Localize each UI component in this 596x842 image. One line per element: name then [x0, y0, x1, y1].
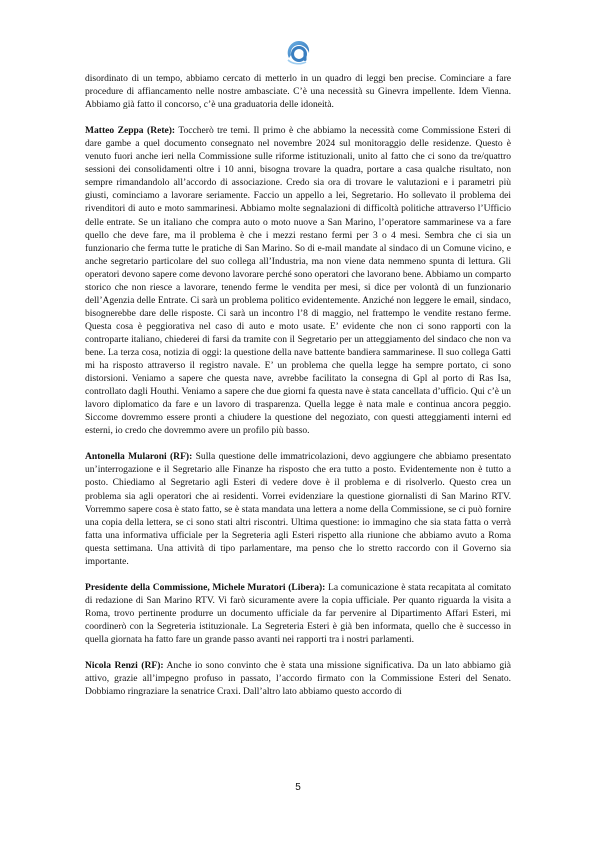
assembly-logo-icon: [284, 38, 312, 66]
paragraph-text: Toccherò tre temi. Il primo è che abbiamo la necessità come Commissione Esteri di dare gambe a quel documento consegnato nel novembre 2024 sul monitoraggio delle residenze. Questo è venuto fuori anche ieri nella Commissione sulle riforme istituzionali, unito al fatto che ci sono da tre/quattro sessioni dei consolidamenti oltre i 10 anni, bisogna trovare la quadra, portare a casa qualche risultato, non sempre rimandandolo all’accordo di associazione. Credo sia ora di trovare le valutazioni e i parametri più giusti, cominciamo a lavorare seriamente. Faccio un appello a lei, Segretario. Ho sollevato il problema dei rivenditori di auto e moto sammarinesi. Abbiamo molte segnalazioni di difficoltà politiche attraverso l’Ufficio delle entrate. Se un italiano che compra auto o moto nuove a San Marino, l’operatore sammarinese va a fare quello che deve fare, ma il problema è che i mezzi restano fermi per 3 o 4 mesi. Sembra che ci sia un funzionario che ferma tutte le pratiche di San Marino. So di e-mail mandate al sindaco di un Comune vicino, e anche segretario particolare del suo collega all’Industria, ma non viene data nemmeno spunta di lettura. Gli operatori devono sapere come devono lavorare perché sono operatori che lavorano bene. Abbiamo un comparto storico che non riesce a lavorare, tenendo ferme le vendita per mesi, si dice per volontà di un funzionario dell’Agenzia delle Entrate. Ci sarà un problema politico evidentemente. Anziché non leggere le email, sindaco, bisognerebbe dare delle risposte. Ci sarà un incontro l’8 di maggio, nel frattempo le vendite restano ferme. Questa cosa è peggiorativa nel caso di auto e moto usate. E’ evidente che non ci sono rapporti con la controparte italiano, chiederei di farsi da tramite con il Segretario per un atteggiamento del sindaco che non va bene. La terza cosa, notizia di oggi: la questione della nave battente bandiera sammarinese. Il suo collega Gatti mi ha risposto attraverso il registro navale. E’ un problema che quella legge ha sempre portato, ci sono distorsioni. Veniamo a sapere che questa nave, avrebbe facilitato la consegna di Gpl al porto di Ras Isa, controllato dagli Houthi. Veniamo a sapere che due giorni fa questa nave è stata cancellata d’ufficio. Qui c’è un lavoro diplomatico da fare e un lavoro di trasparenza. Quella legge è nata male e continua ancora peggio. Siccome dovremmo essere pronti a chiudere la questione del negoziato, con questi atteggiamenti interni ed esterni, io credo che dovremmo avere un profilo più basso.: [85, 125, 512, 437]
speaker-name: Antonella Mularoni (RF):: [85, 451, 193, 463]
paragraph-text: La comunicazione è stata recapitata al comitato di redazione di San Marino RTV. Vi farò sicuramente avere la copia ufficiale. Per quanto riguarda la visita a Roma, trovo pertinente produrre un documento ufficiale da far pervenire al Dipartimento Affari Esteri, mi coordinerò con la Segreteria istituzionale. La Segreteria Esteri è già ben informata, quello che è successo in quella giornata ha fatto fare un grande passo avanti nei rapporti tra i nostri parlamenti.: [85, 581, 512, 646]
paragraph-nicola-renzi: [85, 659, 511, 698]
paragraph-antonella-mularoni: [85, 450, 511, 567]
document-body: [85, 72, 511, 711]
paragraph-text: disordinato di un tempo, abbiamo cercato di metterlo in un quadro di leggi ben precise. Cominciare a fare procedure di affiancamento nelle nostre ambasciate. C’è una necessità su Ginevra impellente. Idem Vienna. Abbiamo già fatto il concorso, c’è una graduatoria delle idoneità.: [85, 73, 511, 111]
speaker-name: Nicola Renzi (RF):: [85, 660, 164, 672]
paragraph-presidente: [85, 581, 511, 646]
speaker-name: Matteo Zeppa (Rete):: [85, 125, 176, 137]
paragraph-text: Anche io sono convinto che è stata una missione significativa. Da un lato abbiamo già attivo, grazie all’impegno profuso in passato, l’accordo firmato con la Commissione Esteri del Senato. Dobbiamo ringraziare la senatrice Craxi. Dall’altro lato abbiamo questo accordo di: [85, 660, 511, 698]
paragraph-continuation: [85, 72, 511, 111]
paragraph-text: Sulla questione delle immatricolazioni, devo aggiungere che abbiamo presentato un’interrogazione e il Segretario alle Finanze ha risposto che era tutto a posto. Evidentemente non è tutto a posto. Chiediamo al Segretario agli Esteri di vedere dove è il problema e di risolverlo. Questo crea un problema sia agli operatori che ai residenti. Vorrei evidenziare la questione giornalisti di San Marino RTV. Vorremmo sapere cosa è stato fatto, se è stata mandata una lettera a nome della Commissione, se ci può fornire una copia della lettera, se ci sono stati altri riscontri. Ultima questione: io immagino che sia stata fatta o verrà fatta una informativa ufficiale per la Segreteria agli Esteri rispetto alla riunione che abbiamo avuto a Roma questa settimana. Una attività di tipo parlamentare, ma penso che lo stretto raccordo con il Governo sia importante.: [85, 451, 512, 567]
paragraph-matteo-zeppa: [85, 124, 511, 437]
page-number: 5: [295, 782, 301, 793]
speaker-name: Presidente della Commissione, Michele Muratori (Libera):: [85, 581, 326, 593]
